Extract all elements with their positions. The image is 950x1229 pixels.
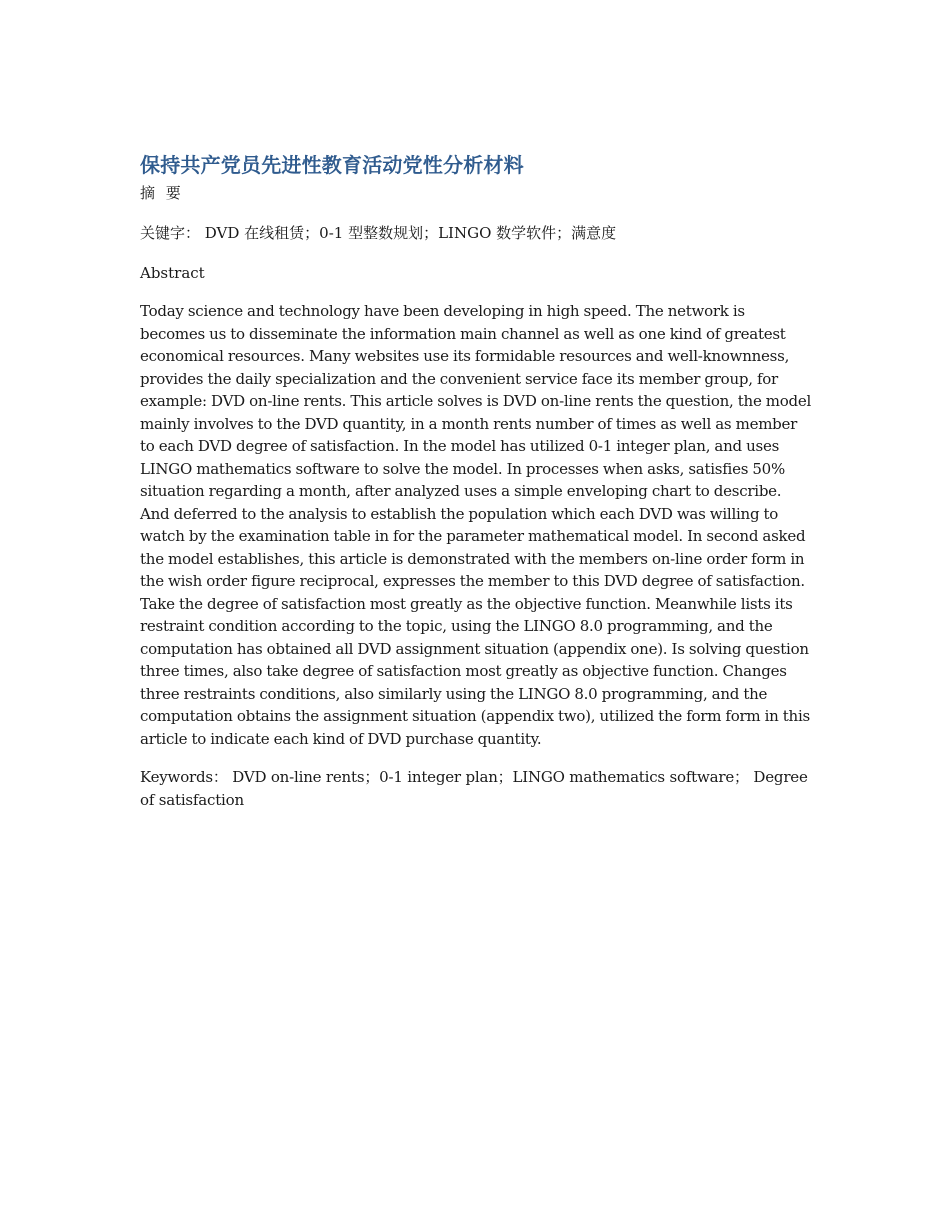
- keywords-en: Keywords： DVD on-line rents；0-1 integer plan；LINGO mathematics software； Degree of satisfaction: [140, 768, 808, 809]
- abstract-heading-en: Abstract: [140, 264, 205, 282]
- abstract-body: Today science and technology have been developing in high speed. The network is becomes us to disseminate the information main channel as well as one kind of greatest economical resources. Many websites use its formidable resources and well-knownness, provides the daily specialization and the convenient service face its member group, for example: DVD on-line rents. This article solves is DVD on-line rents the question, the model mainly involves to the DVD quantity, in a month rents number of times as well as member to each DVD degree of satisfaction. In the model has utilized 0-1 integer plan, and uses LINGO mathematics software to solve the model. In processes when asks, satisfies 50% situation regarding a month, after analyzed uses a simple enveloping chart to describe. And deferred to the analysis to establish the population which each DVD was willing to watch by the examination table in for the parameter mathematical model. In second asked the model establishes, this article is demonstrated with the members on-line order form in the wish order figure reciprocal, expresses the member to this DVD degree of satisfaction. Take the degree of satisfaction most greatly as the objective function. Meanwhile lists its restraint condition according to the topic, using the LINGO 8.0 programming, and the computation has obtained all DVD assignment situation (appendix one). Is solving question three times, also take degree of satisfaction most greatly as objective function. Changes three restraints conditions, also similarly using the LINGO 8.0 programming, and the computation obtains the assignment situation (appendix two), utilized the form form in this article to indicate each kind of DVD purchase quantity.: [140, 302, 812, 748]
- document-title: 保持共产党员先进性教育活动党性分析材料: [140, 153, 524, 177]
- keywords-cn: 关键字： DVD 在线租赁；0-1 型整数规划；LINGO 数学软件；满意度: [140, 224, 617, 242]
- document-page: [140, 148, 812, 811]
- abstract-heading-cn: 摘 要: [140, 184, 184, 202]
